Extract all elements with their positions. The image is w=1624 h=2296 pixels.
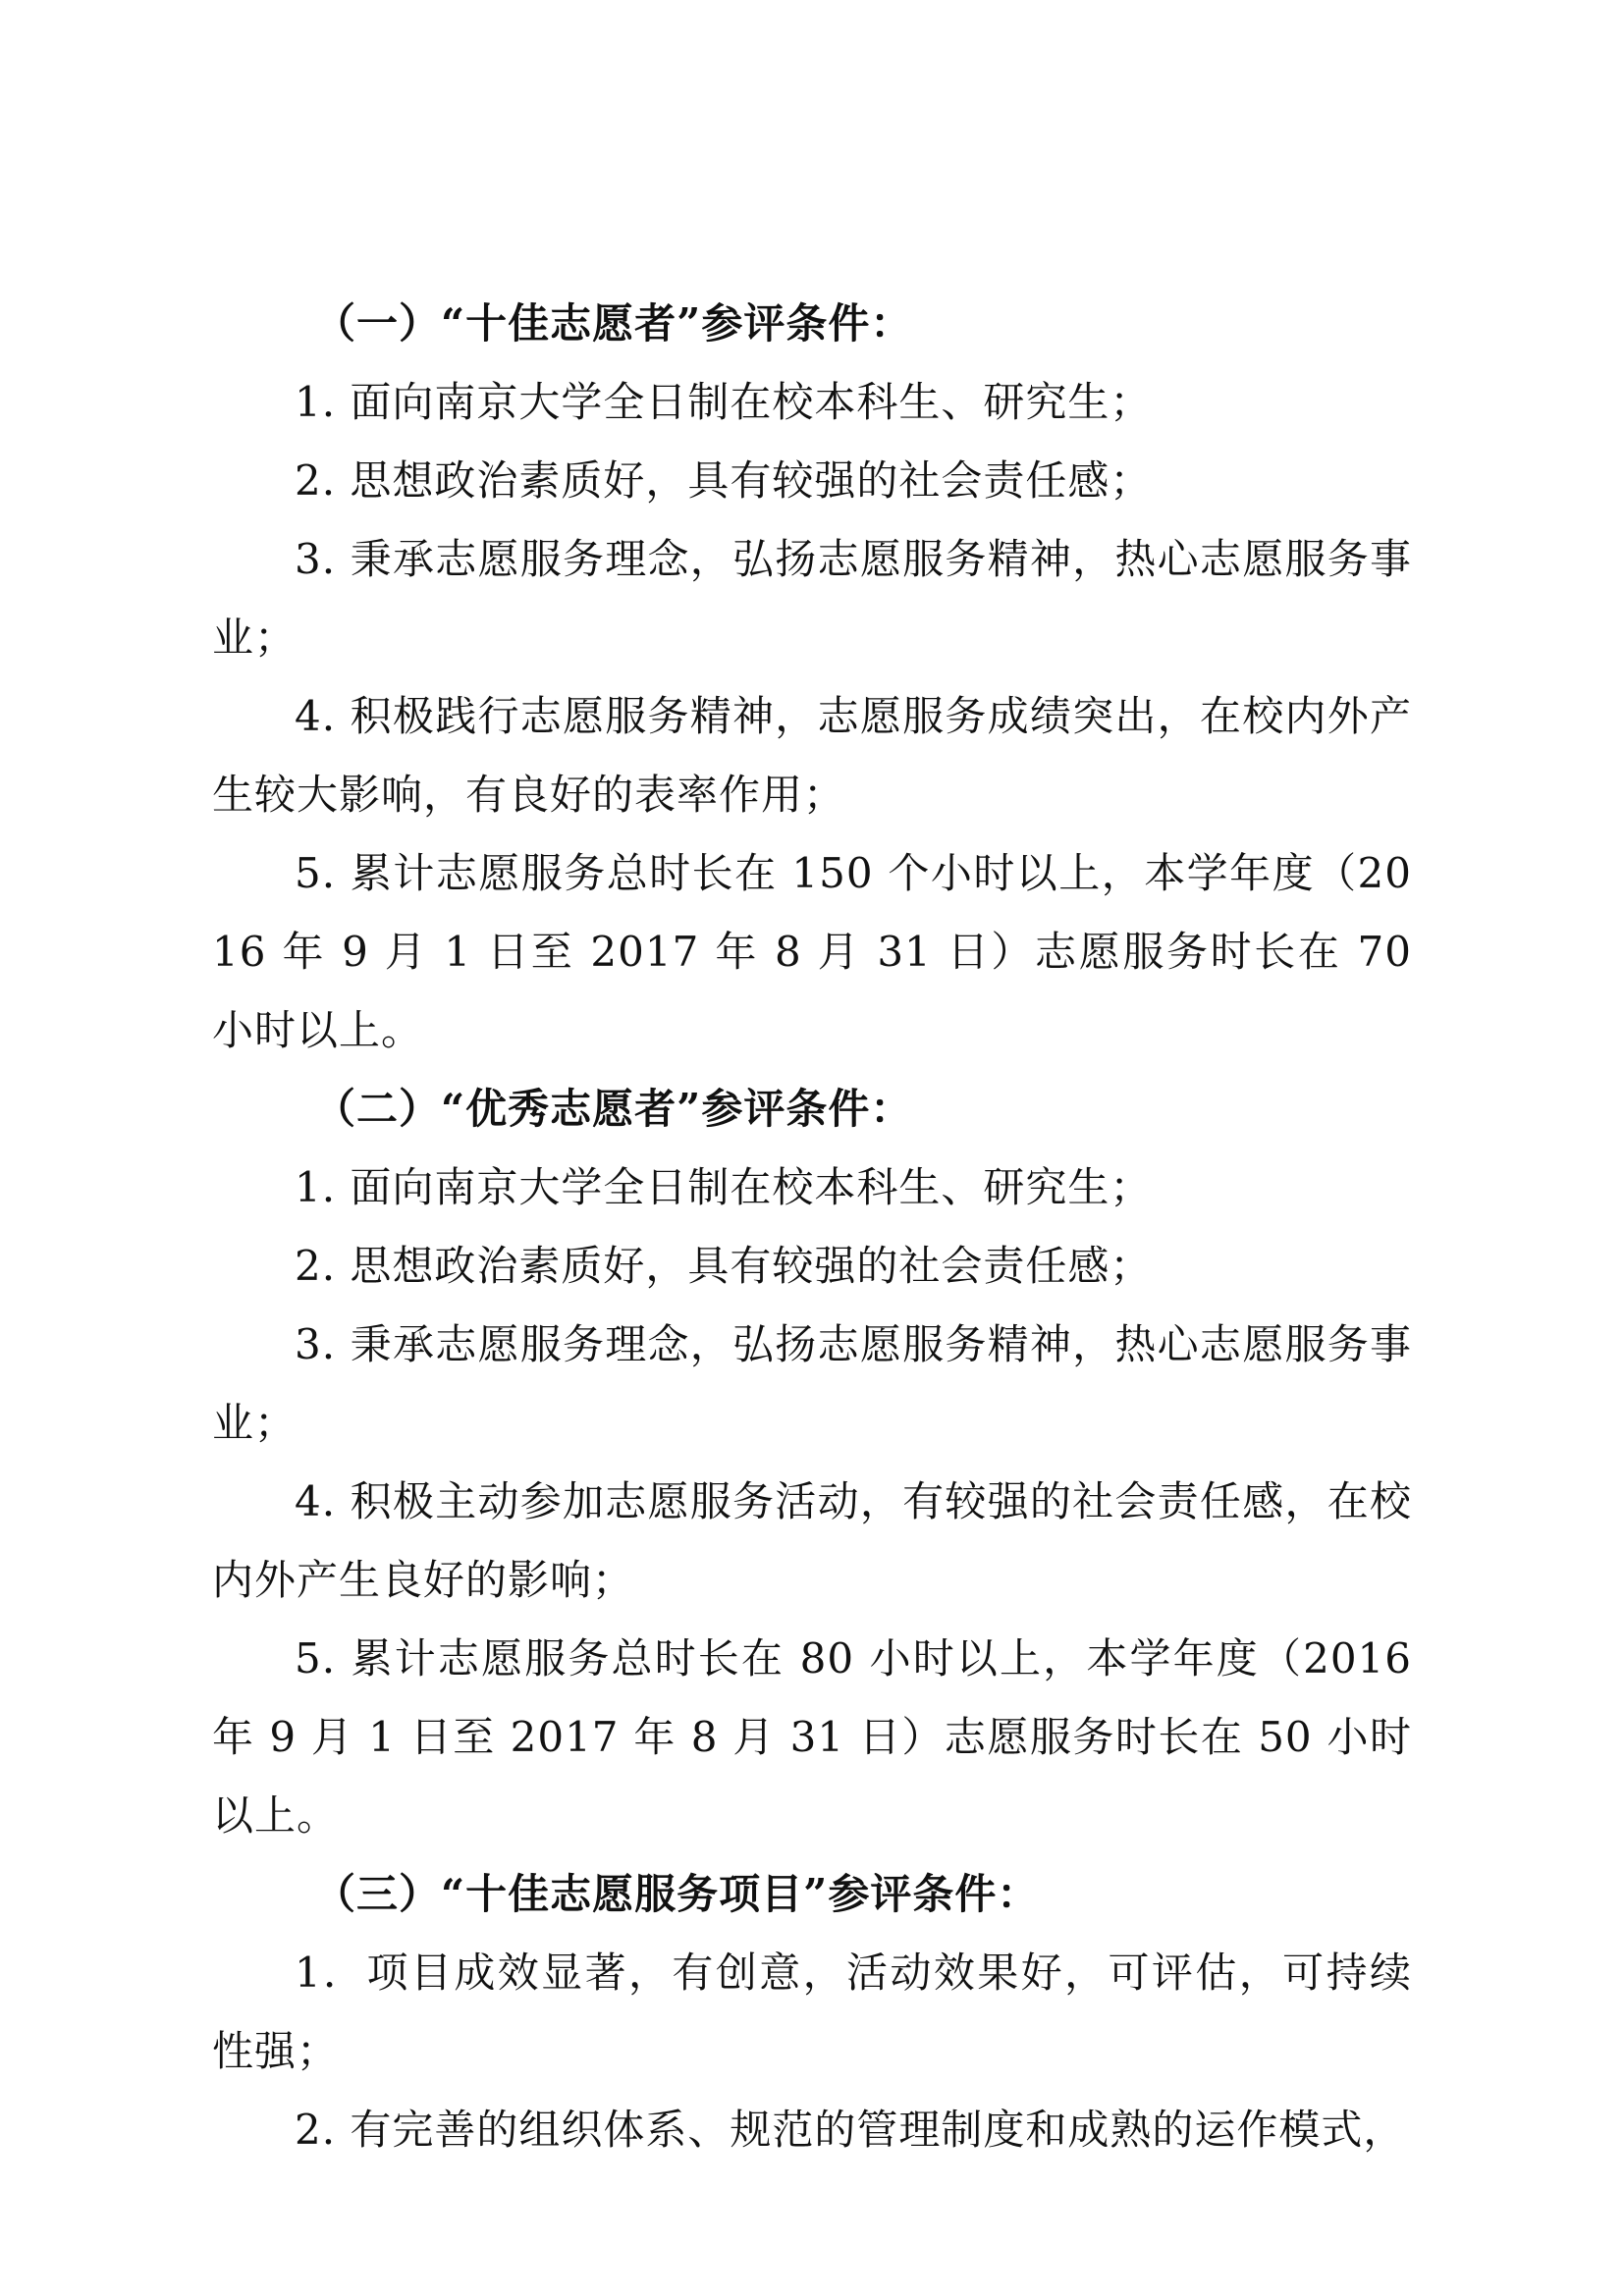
section-2-item-5: 5. 累计志愿服务总时长在 80 小时以上，本学年度（2016 年 9 月 1 日至 2017 年 8 月 31 日）志愿服务时长在 50 小时以上。: [212, 1634, 1412, 1840]
section-heading-1: （一）“十佳志愿者”参评条件：: [314, 299, 913, 347]
section-2-item-2: 2. 思想政治素质好，具有较强的社会责任感；: [295, 1242, 1153, 1290]
section-3-item-1: 1．项目成效显著，有创意，活动效果好，可评估，可持续性强；: [212, 1949, 1412, 2075]
section-heading-3: （三）“十佳志愿服务项目”参评条件：: [314, 1870, 1040, 1918]
section-1-item-2: 2. 思想政治素质好，具有较强的社会责任感；: [295, 456, 1153, 505]
section-2-item-1: 1. 面向南京大学全日制在校本科生、研究生；: [295, 1163, 1153, 1211]
section-1-item-3: 3. 秉承志愿服务理念，弘扬志愿服务精神，热心志愿服务事业；: [212, 535, 1412, 662]
document-body: [212, 285, 1412, 2169]
section-1-item-5: 5. 累计志愿服务总时长在 150 个小时以上，本学年度（2016 年 9 月 1 日至 2017 年 8 月 31 日）志愿服务时长在 70 小时以上。: [212, 849, 1412, 1054]
section-3-item-2: 2. 有完善的组织体系、规范的管理制度和成熟的运作模式，: [295, 2106, 1406, 2154]
section-heading-2: （二）“优秀志愿者”参评条件：: [314, 1085, 913, 1133]
section-2-item-4: 4. 积极主动参加志愿服务活动，有较强的社会责任感，在校内外产生良好的影响；: [212, 1477, 1412, 1604]
section-2-item-3: 3. 秉承志愿服务理念，弘扬志愿服务精神，热心志愿服务事业；: [212, 1320, 1412, 1447]
section-1-item-4: 4. 积极践行志愿服务精神，志愿服务成绩突出，在校内外产生较大影响，有良好的表率作用；: [212, 692, 1412, 819]
section-1-item-1: 1. 面向南京大学全日制在校本科生、研究生；: [295, 378, 1153, 426]
